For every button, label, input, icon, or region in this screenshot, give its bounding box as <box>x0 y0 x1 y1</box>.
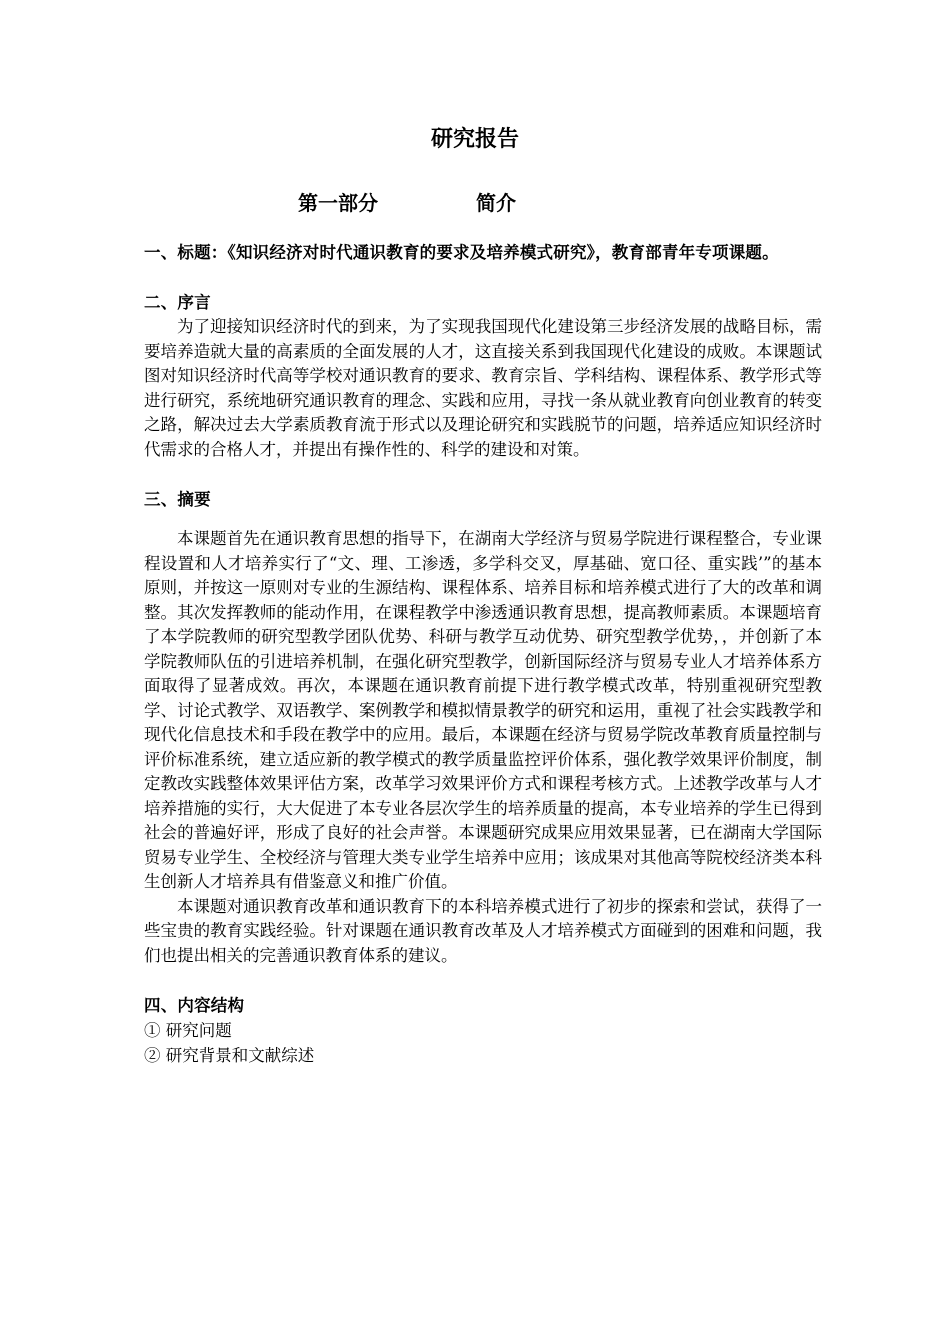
section-heading-abstract: 三、摘要 <box>144 490 211 509</box>
section-heading-structure: 四、内容结构 <box>144 996 245 1015</box>
abstract-paragraph-2: 本课题对通识教育改革和通识教育下的本科培养模式进行了初步的探索和尝试，获得了一些宝贵的教育实践经验。针对课题在通识教育改革及人才培养模式方面碰到的困难和问题，我们也提出相关的完善通识教育体系的建议。 <box>144 896 822 965</box>
abstract-paragraph-1: 本课题首先在通识教育思想的指导下，在湖南大学经济与贸易学院进行课程整合，专业课程设置和人才培养实行了“文、理、工渗透，多学科交叉，厚基础、宽口径、重实践’”的基本原则，并按这一原则对专业的生源结构、课程体系、培养目标和培养模式进行了大的改革和调整。其次发挥教师的能动作用，在课程教学中渗透通识教育思想，提高教师素质。本课题培育了本学院教师的研究型教学团队优势、科研与教学互动优势、研究型教学优势，，并创新了本学院教师队伍的引进培养机制，在强化研究型教学，创新国际经济与贸易专业人才培养体系方面取得了显著成效。再次，本课题在通识教育前提下进行教学模式改革，特别重视研究型教学、讨论式教学、双语教学、案例教学和模拟情景教学的研究和运用，重视了社会实践教学和现代化信息技术和手段在教学中的应用。最后，本课题在经济与贸易学院改革教育质量控制与评价标准系统，建立适应新的教学模式的教学质量监控评价体系，强化教学效果评价制度，制定教改实践整体效果评估方案，改革学习效果评价方式和课程考核方式。上述教学改革与人才培养措施的实行，大大促进了本专业各层次学生的培养质量的提高，本专业培养的学生已得到社会的普遍好评，形成了良好的社会声誉。本课题研究成果应用效果显著，已在湖南大学国际贸易专业学生、全校经济与管理大类专业学生培养中应用；该成果对其他高等院校经济类本科生创新人才培养具有借鉴意义和推广价值。 <box>144 529 822 891</box>
structure-list-item: ② 研究背景和文献综述 <box>144 1046 315 1065</box>
part-heading <box>0 188 950 218</box>
spacer <box>144 512 822 527</box>
document-body <box>144 240 822 1068</box>
part-name: 简介 <box>476 191 516 215</box>
document-title: 研究报告 <box>430 127 519 152</box>
spacer <box>144 462 822 487</box>
preface-paragraph: 为了迎接知识经济时代的到来，为了实现我国现代化建设第三步经济发展的战略目标，需要培养造就大量的高素质的全面发展的人才，这直接关系到我国现代化建设的成败。本课题试图对知识经济时代高等学校对通识教育的要求、教育宗旨、学科结构、课程体系、教学形式等进行研究，系统地研究通识教育的理念、实践和应用，寻找一条从就业教育向创业教育的转变之路，解决过去大学素质教育流于形式以及理论研究和实践脱节的问题，培养适应知识经济时代需求的合格人才，并提出有操作性的、科学的建设和对策。 <box>144 317 822 459</box>
spacer <box>144 265 822 290</box>
structure-list-item: ① 研究问题 <box>144 1021 232 1040</box>
spacer <box>144 968 822 993</box>
section-heading-preface: 二、序言 <box>144 293 211 312</box>
section-heading-title: 一、标题：《知识经济对时代通识教育的要求及培养模式研究》，教育部青年专项课题。 <box>144 243 779 262</box>
part-number: 第一部分 <box>298 191 378 215</box>
